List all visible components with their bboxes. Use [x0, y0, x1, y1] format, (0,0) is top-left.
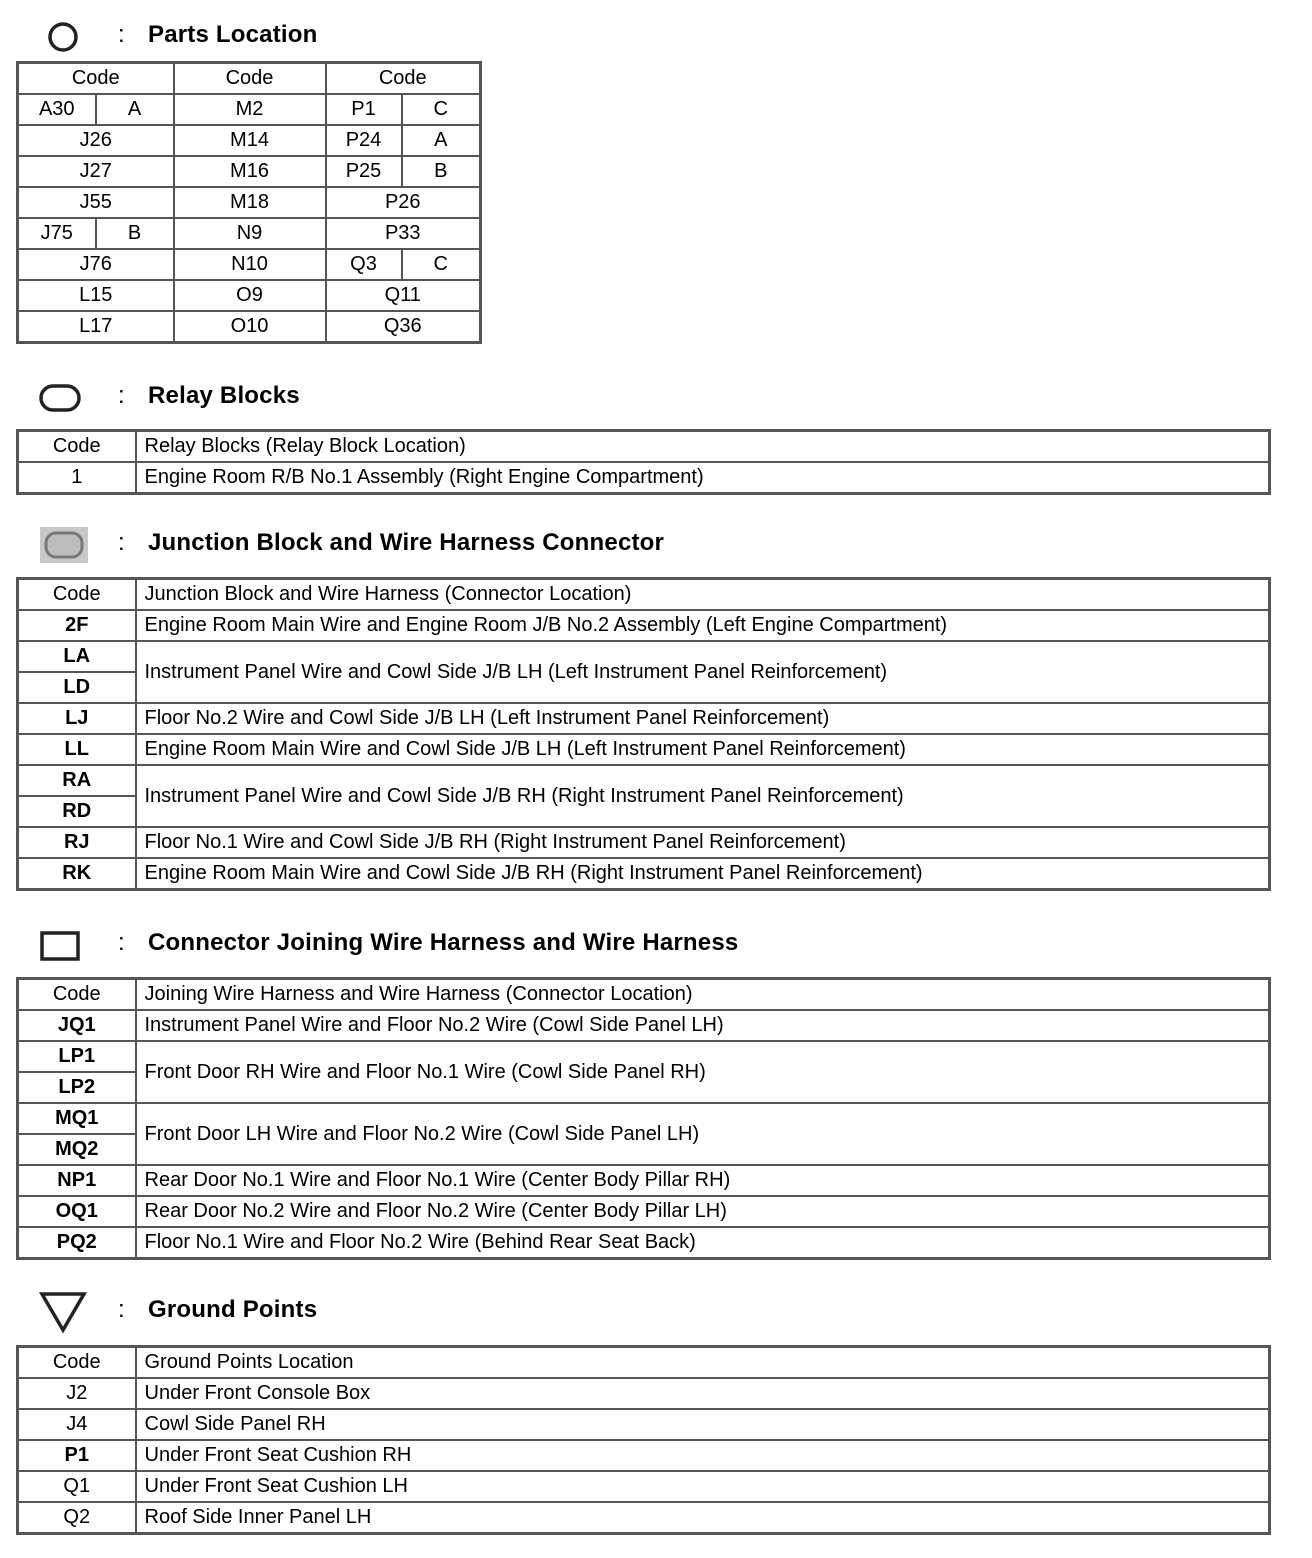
code-cell: Q1 [18, 1471, 136, 1502]
table-row [18, 156, 481, 187]
code-cell: M14 [174, 125, 326, 156]
code-cell: J76 [18, 249, 174, 280]
description-cell: Engine Room Main Wire and Cowl Side J/B LH (Left Instrument Panel Reinforcement) [136, 734, 1270, 765]
code-cell: OQ1 [18, 1196, 136, 1227]
description-cell: Rear Door No.1 Wire and Floor No.1 Wire (Center Body Pillar RH) [136, 1165, 1270, 1196]
heading-colon: : [118, 1296, 125, 1323]
description-cell: Under Front Seat Cushion RH [136, 1440, 1270, 1471]
ground-points-title: Ground Points [148, 1296, 318, 1323]
table-header-row [18, 1347, 1270, 1379]
description-cell: Floor No.2 Wire and Cowl Side J/B LH (Left Instrument Panel Reinforcement) [136, 703, 1270, 734]
code-cell: J2 [18, 1378, 136, 1409]
code-cell: O9 [174, 280, 326, 311]
table-header-row [18, 63, 481, 95]
code-cell: J55 [18, 187, 174, 218]
code-cell: LJ [18, 703, 136, 734]
header-description: Relay Blocks (Relay Block Location) [136, 431, 1270, 463]
suffix-cell: A [96, 94, 174, 125]
table-row [18, 1041, 1270, 1072]
table-row [18, 827, 1270, 858]
header-code: Code [18, 431, 136, 463]
table-row [18, 1471, 1270, 1502]
code-cell: PQ2 [18, 1227, 136, 1259]
description-cell: Engine Room Main Wire and Engine Room J/B No.2 Assembly (Left Engine Compartment) [136, 610, 1270, 641]
code-cell: JQ1 [18, 1010, 136, 1041]
table-row [18, 765, 1270, 796]
shaded-rounded-rect-symbol-icon [38, 527, 88, 563]
description-cell: Cowl Side Panel RH [136, 1409, 1270, 1440]
code-cell: RK [18, 858, 136, 890]
triangle-symbol-icon [38, 1290, 88, 1334]
header-description: Joining Wire Harness and Wire Harness (Connector Location) [136, 979, 1270, 1011]
table-row [18, 125, 481, 156]
ground-points-heading [0, 1290, 1312, 1334]
table-row [18, 311, 481, 343]
code-cell: J27 [18, 156, 174, 187]
code-cell: M2 [174, 94, 326, 125]
suffix-cell: A [402, 125, 481, 156]
description-cell: Instrument Panel Wire and Cowl Side J/B RH (Right Instrument Panel Reinforcement) [136, 765, 1270, 827]
code-cell: N9 [174, 218, 326, 249]
code-cell: LD [18, 672, 136, 703]
table-row [18, 641, 1270, 672]
code-cell: P1 [326, 94, 402, 125]
suffix-cell: C [402, 249, 481, 280]
square-symbol-icon [38, 927, 88, 963]
code-cell: RD [18, 796, 136, 827]
relay-blocks-table [16, 429, 1271, 495]
code-cell: M18 [174, 187, 326, 218]
header-description: Junction Block and Wire Harness (Connector Location) [136, 579, 1270, 611]
table-header-row [18, 979, 1270, 1011]
code-cell: Q2 [18, 1502, 136, 1534]
code-cell: P26 [326, 187, 481, 218]
header-description: Ground Points Location [136, 1347, 1270, 1379]
code-cell: LA [18, 641, 136, 672]
parts-location-table [16, 61, 482, 344]
code-cell: L17 [18, 311, 174, 343]
code-cell: 2F [18, 610, 136, 641]
suffix-cell: B [96, 218, 174, 249]
description-cell: Engine Room R/B No.1 Assembly (Right Engine Compartment) [136, 462, 1270, 494]
header-code: Code [18, 63, 174, 95]
table-row [18, 1165, 1270, 1196]
description-cell: Instrument Panel Wire and Cowl Side J/B LH (Left Instrument Panel Reinforcement) [136, 641, 1270, 703]
code-cell: O10 [174, 311, 326, 343]
table-row [18, 1502, 1270, 1534]
code-cell: LL [18, 734, 136, 765]
code-cell: Q3 [326, 249, 402, 280]
code-cell: RJ [18, 827, 136, 858]
code-cell: NP1 [18, 1165, 136, 1196]
table-row [18, 1010, 1270, 1041]
description-cell: Floor No.1 Wire and Cowl Side J/B RH (Right Instrument Panel Reinforcement) [136, 827, 1270, 858]
description-cell: Front Door RH Wire and Floor No.1 Wire (Cowl Side Panel RH) [136, 1041, 1270, 1103]
table-row [18, 218, 481, 249]
table-row [18, 462, 1270, 494]
parts-location-title: Parts Location [148, 21, 318, 48]
description-cell: Roof Side Inner Panel LH [136, 1502, 1270, 1534]
header-code: Code [174, 63, 326, 95]
table-row [18, 734, 1270, 765]
header-code: Code [18, 1347, 136, 1379]
suffix-cell: C [402, 94, 481, 125]
description-cell: Under Front Seat Cushion LH [136, 1471, 1270, 1502]
code-cell: Q36 [326, 311, 481, 343]
heading-colon: : [118, 929, 125, 956]
junction-block-title: Junction Block and Wire Harness Connector [148, 529, 665, 556]
description-cell: Rear Door No.2 Wire and Floor No.2 Wire (Center Body Pillar LH) [136, 1196, 1270, 1227]
heading-colon: : [118, 21, 125, 48]
connector-joining-table [16, 977, 1271, 1260]
table-row [18, 1440, 1270, 1471]
table-row [18, 187, 481, 218]
description-cell: Under Front Console Box [136, 1378, 1270, 1409]
table-row [18, 1378, 1270, 1409]
code-cell: P24 [326, 125, 402, 156]
code-cell: A30 [18, 94, 96, 125]
header-code: Code [326, 63, 481, 95]
description-cell: Engine Room Main Wire and Cowl Side J/B RH (Right Instrument Panel Reinforcement) [136, 858, 1270, 890]
suffix-cell: B [402, 156, 481, 187]
description-cell: Floor No.1 Wire and Floor No.2 Wire (Behind Rear Seat Back) [136, 1227, 1270, 1259]
code-cell: 1 [18, 462, 136, 494]
code-cell: LP1 [18, 1041, 136, 1072]
code-cell: P33 [326, 218, 481, 249]
heading-colon: : [118, 529, 125, 556]
code-cell: MQ1 [18, 1103, 136, 1134]
code-cell: L15 [18, 280, 174, 311]
code-cell: Q11 [326, 280, 481, 311]
ground-points-table [16, 1345, 1271, 1535]
junction-block-table [16, 577, 1271, 891]
code-cell: P25 [326, 156, 402, 187]
description-cell: Front Door LH Wire and Floor No.2 Wire (Cowl Side Panel LH) [136, 1103, 1270, 1165]
table-row [18, 94, 481, 125]
code-cell: P1 [18, 1440, 136, 1471]
header-code: Code [18, 579, 136, 611]
table-header-row [18, 579, 1270, 611]
code-cell: MQ2 [18, 1134, 136, 1165]
heading-colon: : [118, 382, 125, 409]
parts-location-heading [0, 15, 1312, 59]
table-row [18, 610, 1270, 641]
connector-joining-title: Connector Joining Wire Harness and Wire Harness [148, 929, 739, 956]
table-row [18, 858, 1270, 890]
table-row [18, 1103, 1270, 1134]
code-cell: J26 [18, 125, 174, 156]
code-cell: J75 [18, 218, 96, 249]
table-row [18, 249, 481, 280]
table-row [18, 280, 481, 311]
code-cell: LP2 [18, 1072, 136, 1103]
relay-blocks-title: Relay Blocks [148, 382, 300, 409]
code-cell: N10 [174, 249, 326, 280]
table-row [18, 1227, 1270, 1259]
connector-joining-heading [0, 923, 1312, 967]
header-code: Code [18, 979, 136, 1011]
table-row [18, 1196, 1270, 1227]
code-cell: RA [18, 765, 136, 796]
table-row [18, 1409, 1270, 1440]
code-cell: M16 [174, 156, 326, 187]
circle-symbol-icon [38, 19, 88, 55]
relay-blocks-heading [0, 376, 1312, 420]
code-cell: J4 [18, 1409, 136, 1440]
table-header-row [18, 431, 1270, 463]
table-row [18, 703, 1270, 734]
junction-block-heading [0, 523, 1312, 567]
rounded-rect-symbol-icon [38, 380, 88, 416]
description-cell: Instrument Panel Wire and Floor No.2 Wire (Cowl Side Panel LH) [136, 1010, 1270, 1041]
